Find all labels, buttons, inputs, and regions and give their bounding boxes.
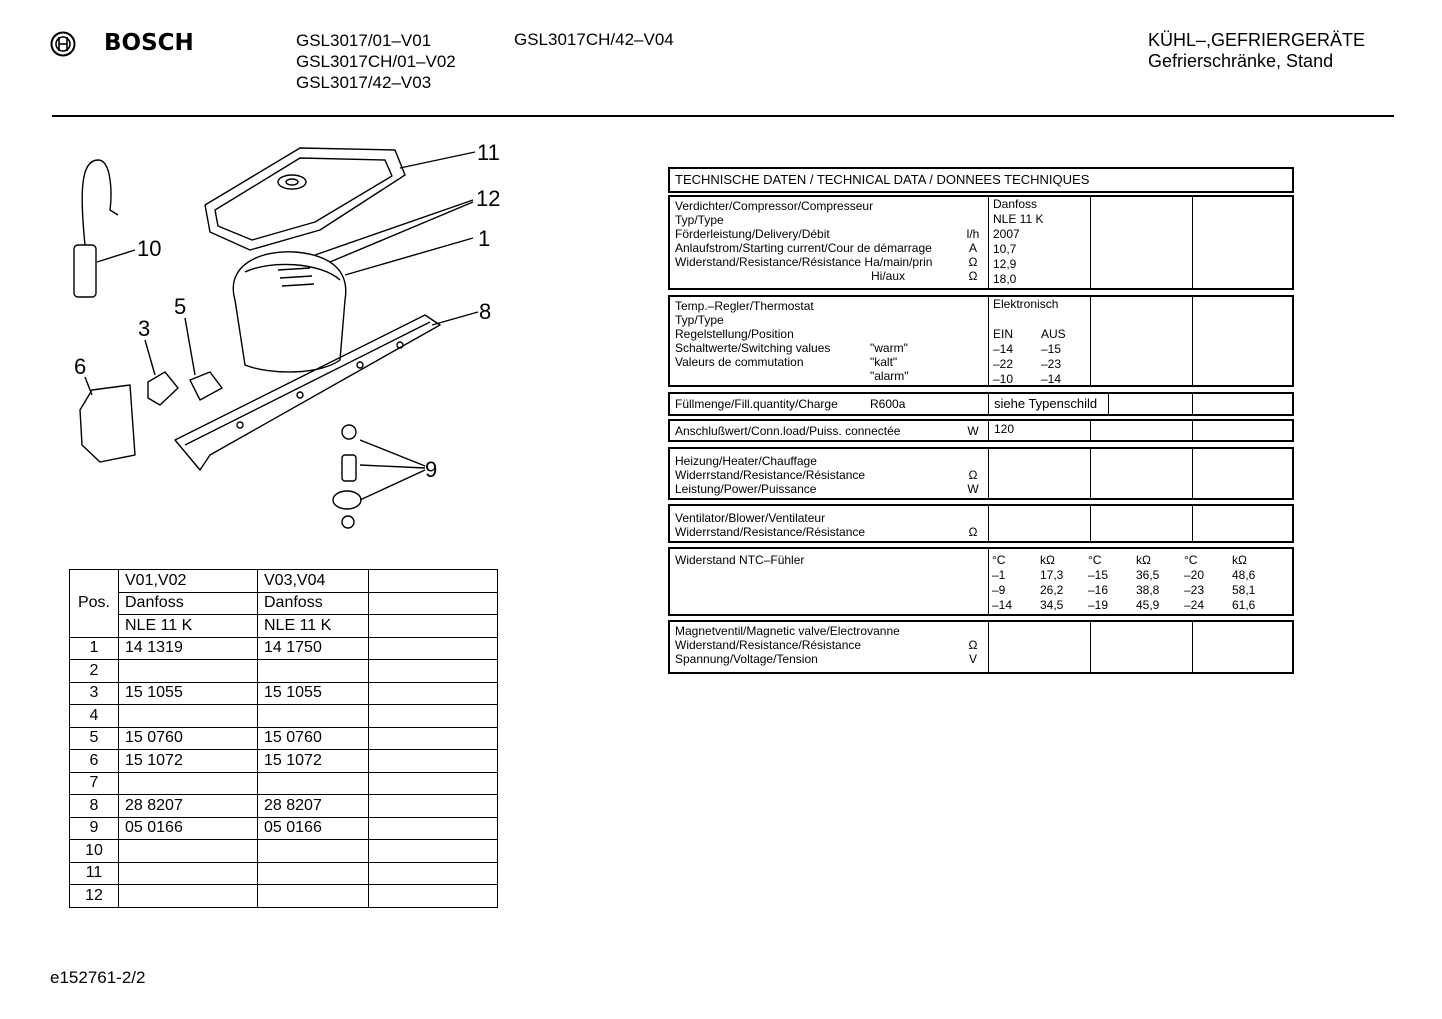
document-id: e152761-2/2 [50, 968, 146, 987]
header-rule [52, 115, 1394, 117]
ntc-cell: –14 [992, 597, 1013, 612]
value: –22 [993, 357, 1014, 371]
unit: Ω [968, 638, 978, 652]
model-v01: GSL3017/01–V01 [296, 31, 432, 50]
ntc-cell: kΩ [1040, 552, 1055, 567]
table-row [70, 862, 498, 885]
refrigerant: R600a [870, 397, 906, 411]
label-line: Typ/Type [675, 213, 724, 227]
ntc-cell: –20 [1184, 567, 1205, 582]
value: –14 [1041, 372, 1062, 386]
heater-labels [675, 454, 865, 496]
value: 18,0 [993, 272, 1017, 286]
sensor-part [74, 245, 96, 297]
ntc-cell: °C [992, 552, 1006, 567]
header-cell: V01,V02 [119, 570, 258, 593]
ntc-label: Widerstand NTC–Fühler [675, 553, 805, 567]
aus-column [1041, 327, 1066, 387]
valve-box [668, 620, 1294, 674]
part-number-cell [258, 705, 369, 728]
conn-value: 120 [994, 422, 1015, 436]
compressor-values [993, 197, 1043, 287]
label-line: Anlaufstrom/Starting current/Cour de démarrage [675, 241, 932, 255]
compressor-exploded-diagram [60, 135, 520, 535]
table-row [70, 795, 498, 818]
ntc-cell: –19 [1088, 597, 1109, 612]
mode: "alarm" [870, 369, 909, 383]
callout-9: 9 [425, 457, 438, 482]
part-number-cell [119, 840, 258, 863]
table-row [70, 840, 498, 863]
part-number-cell [119, 862, 258, 885]
table-row [992, 582, 1280, 597]
ntc-cell: 26,2 [1040, 582, 1064, 597]
unit: V [968, 652, 977, 666]
value: –14 [993, 342, 1014, 356]
part-number-cell [258, 660, 369, 683]
model-v03: GSL3017/42–V03 [296, 73, 432, 92]
header-cell: NLE 11 K [119, 615, 258, 638]
unit: Ω [968, 269, 978, 283]
label-line: Widerrstand/Resistance/Résistance [675, 468, 866, 482]
ntc-cell: kΩ [1232, 552, 1247, 567]
part-number-cell: 14 1319 [119, 637, 258, 660]
part-number-cell [258, 885, 369, 908]
ntc-cell: –1 [992, 567, 1006, 582]
model-v04: GSL3017CH/42–V04 [514, 30, 674, 49]
part-number-cell [369, 817, 498, 840]
table-row [70, 660, 498, 683]
header-cell [369, 570, 498, 593]
valve-labels [675, 624, 900, 666]
starter-part [148, 372, 178, 405]
part-number-cell [258, 772, 369, 795]
label-line: Heizung/Heater/Chauffage [675, 454, 817, 468]
ntc-cell: kΩ [1136, 552, 1151, 567]
value: –23 [1041, 357, 1062, 371]
category-line2: Gefrierschränke, Stand [1148, 51, 1334, 71]
tech-title: TECHNISCHE DATEN / TECHNICAL DATA / DONNEES TECHNIQUES [675, 172, 1090, 187]
callout-10: 10 [137, 236, 162, 261]
table-row [70, 637, 498, 660]
part-number-cell [119, 660, 258, 683]
ntc-cell: 61,6 [1232, 597, 1256, 612]
header-cell: Danfoss [119, 592, 258, 615]
compressor-box [668, 195, 1294, 290]
thermostat-modes [870, 341, 909, 383]
label-line: Widerstand/Resistance/Résistance [675, 638, 862, 652]
pos-cell: 1 [70, 637, 119, 660]
conn-box [668, 419, 1294, 442]
unit: Ω [968, 468, 978, 482]
part-number-cell: 15 0760 [119, 727, 258, 750]
pos-header: Pos. [70, 570, 119, 638]
part-number-cell [119, 705, 258, 728]
label-line: Widerstand/Resistance/Résistance Ha/main/prin [675, 255, 933, 269]
unit: l/h [966, 227, 980, 241]
part-number-cell [369, 885, 498, 908]
fan-box [668, 504, 1294, 543]
header-cell: NLE 11 K [258, 615, 369, 638]
model-v02: GSL3017CH/01–V02 [296, 52, 456, 71]
part-number-cell: 15 1072 [119, 750, 258, 773]
value: NLE 11 K [993, 212, 1044, 226]
unit: W [967, 424, 979, 438]
callout-8: 8 [479, 299, 492, 324]
pos-cell: 4 [70, 705, 119, 728]
fill-label: Füllmenge/Fill.quantity/Charge [675, 397, 838, 411]
pos-cell: 12 [70, 885, 119, 908]
ntc-cell: °C [1088, 552, 1102, 567]
brand-name: BOSCH [104, 30, 194, 56]
part-number-cell [369, 862, 498, 885]
table-row [70, 772, 498, 795]
ntc-cell: –23 [1184, 582, 1205, 597]
aus-header: AUS [1041, 327, 1066, 341]
fill-box [668, 392, 1294, 416]
part-number-cell: 14 1750 [258, 637, 369, 660]
pos-cell: 5 [70, 727, 119, 750]
part-number-cell [258, 840, 369, 863]
part-number-cell [369, 682, 498, 705]
table-row [70, 615, 498, 638]
label-line: Valeurs de commutation [675, 355, 804, 369]
ntc-cell: –24 [1184, 597, 1205, 612]
pos-cell: 7 [70, 772, 119, 795]
pos-cell: 11 [70, 862, 119, 885]
clamp-part [190, 372, 222, 400]
part-number-cell: 15 1055 [258, 682, 369, 705]
ein-header: EIN [993, 327, 1014, 341]
part-number-cell [119, 885, 258, 908]
ntc-cell: 36,5 [1136, 567, 1160, 582]
ntc-table [992, 552, 1280, 612]
header-cell: V03,V04 [258, 570, 369, 593]
label-line: Typ/Type [675, 313, 724, 327]
label-line: Magnetventil/Magnetic valve/Electrovanne [675, 624, 900, 638]
ntc-cell: °C [1184, 552, 1198, 567]
value: –15 [1041, 342, 1062, 356]
value: –10 [993, 372, 1014, 386]
tech-title-box [668, 167, 1294, 193]
label-line: Regelstellung/Position [675, 327, 794, 341]
table-row [70, 705, 498, 728]
part-number-cell [369, 750, 498, 773]
ntc-cell: 48,6 [1232, 567, 1256, 582]
header-cell [369, 592, 498, 615]
table-row [70, 885, 498, 908]
label-line: Verdichter/Compressor/Compresseur [675, 199, 874, 213]
value: 12,9 [993, 257, 1017, 271]
callout-12: 12 [476, 186, 501, 211]
callout-1: 1 [478, 226, 491, 251]
table-row [992, 552, 1280, 567]
ntc-cell: 17,3 [1040, 567, 1064, 582]
thermostat-labels [675, 299, 830, 369]
table-row [70, 682, 498, 705]
ntc-cell: –15 [1088, 567, 1109, 582]
unit: Ω [968, 255, 978, 269]
value: 10,7 [993, 242, 1017, 256]
ntc-cell: 45,9 [1136, 597, 1160, 612]
part-number-cell [369, 705, 498, 728]
part-number-cell [258, 862, 369, 885]
ntc-cell: –9 [992, 582, 1006, 597]
value: 2007 [993, 227, 1020, 241]
unit: A [968, 241, 977, 255]
heater-box [668, 447, 1294, 500]
pos-cell: 8 [70, 795, 119, 818]
fan-labels [675, 511, 865, 539]
label-line: Schaltwerte/Switching values [675, 341, 831, 355]
ntc-cell: –16 [1088, 582, 1109, 597]
model-list [296, 30, 456, 93]
label-line: Temp.–Regler/Thermostat [675, 299, 814, 313]
ntc-cell: 34,5 [1040, 597, 1064, 612]
part-number-cell [369, 772, 498, 795]
table-row [992, 597, 1280, 612]
thermostat-type: Elektronisch [993, 297, 1059, 311]
table-row [992, 567, 1280, 582]
ntc-cell: 38,8 [1136, 582, 1160, 597]
ntc-box [668, 547, 1294, 616]
unit: Ω [968, 525, 978, 539]
part-number-cell [369, 840, 498, 863]
fill-value: siehe Typenschild [994, 396, 1098, 411]
ein-column [993, 327, 1013, 387]
callout-6: 6 [74, 354, 87, 379]
header-cell: Danfoss [258, 592, 369, 615]
callout-11: 11 [477, 140, 500, 165]
label-line: Hi/aux [871, 269, 906, 283]
pos-cell: 3 [70, 682, 119, 705]
part-number-cell: 15 1055 [119, 682, 258, 705]
cable-part [82, 160, 118, 245]
part-number-cell [369, 660, 498, 683]
table-row [70, 592, 498, 615]
part-number-cell [369, 637, 498, 660]
pos-cell: 2 [70, 660, 119, 683]
part-number-cell [119, 772, 258, 795]
table-row [70, 727, 498, 750]
value: Danfoss [993, 197, 1038, 211]
pos-cell: 9 [70, 817, 119, 840]
part-number-cell: 05 0166 [119, 817, 258, 840]
mode: "kalt" [870, 355, 898, 369]
part-number-cell: 28 8207 [119, 795, 258, 818]
header-cell [369, 615, 498, 638]
part-number-cell [369, 795, 498, 818]
mode: "warm" [870, 341, 908, 355]
category [1148, 30, 1365, 72]
part-number-cell [369, 727, 498, 750]
pos-cell: 6 [70, 750, 119, 773]
table-row [70, 750, 498, 773]
callout-5: 5 [174, 294, 187, 319]
part-number-cell: 15 1072 [258, 750, 369, 773]
unit: W [967, 482, 979, 496]
ntc-cell: 58,1 [1232, 582, 1256, 597]
pos-cell: 10 [70, 840, 119, 863]
part-number-cell: 05 0166 [258, 817, 369, 840]
part-number-cell: 28 8207 [258, 795, 369, 818]
conn-label: Anschlußwert/Conn.load/Puiss. connectée [675, 424, 901, 438]
table-row [70, 817, 498, 840]
relay-cover-part [80, 385, 135, 462]
label-line: Leistung/Power/Puissance [675, 482, 817, 496]
parts-table [69, 569, 498, 908]
label-line: Widerrstand/Resistance/Résistance [675, 525, 866, 539]
callout-3: 3 [138, 316, 151, 341]
compressor-labels [675, 199, 932, 283]
category-line1: KÜHL–,GEFRIERGERÄTE [1148, 30, 1366, 50]
label-line: Ventilator/Blower/Ventilateur [675, 511, 826, 525]
label-line: Spannung/Voltage/Tension [675, 652, 818, 666]
table-row [70, 570, 498, 593]
bosch-logo-icon [50, 31, 76, 57]
label-line: Förderleistung/Delivery/Débit [675, 227, 830, 241]
thermostat-box [668, 295, 1294, 387]
part-number-cell: 15 0760 [258, 727, 369, 750]
